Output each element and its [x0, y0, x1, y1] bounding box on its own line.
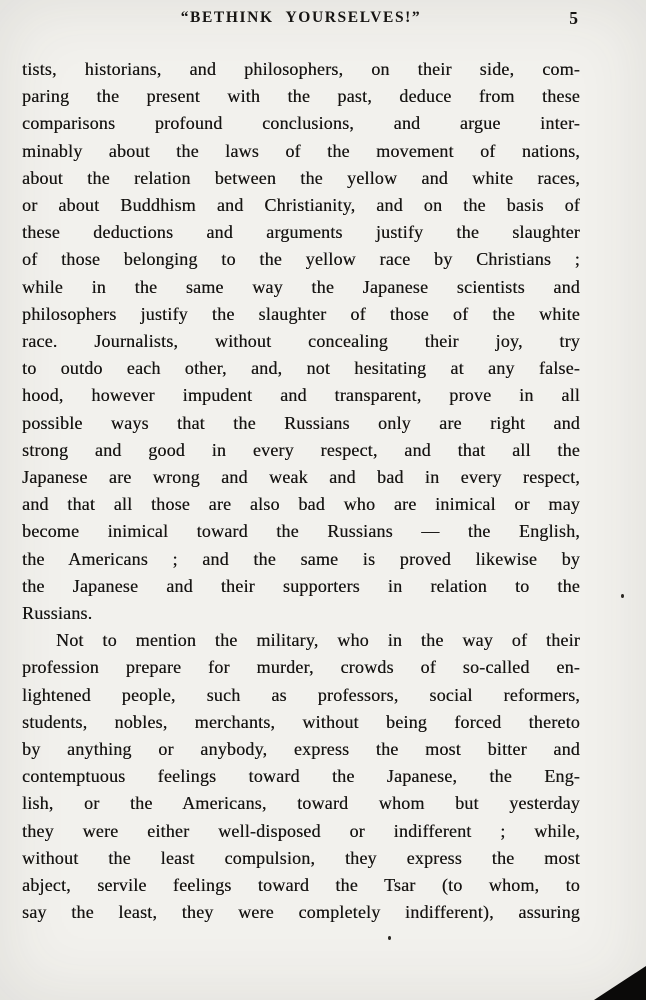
text-line: abject, servile feelings toward the Tsar (to whom, to [22, 875, 580, 896]
text-line: or about Buddhism and Christianity, and on the basis of [22, 195, 580, 216]
text-line: without the least compulsion, they express the most [22, 847, 580, 868]
text-line: Russians. [22, 603, 93, 624]
ink-speck-right-margin [621, 594, 624, 598]
running-title: “BETHINK YOURSELVES!” [180, 9, 422, 26]
text-line: lightened people, such as professors, social reformers, [22, 684, 580, 705]
text-line: these deductions and arguments justify the slaughter [22, 222, 580, 243]
ink-speck-bottom [388, 936, 391, 940]
text-line: comparisons profound conclusions, and argue inter- [22, 113, 580, 134]
text-line: say the least, they were completely indifferent), assuring [22, 902, 580, 923]
page-number: 5 [569, 8, 578, 28]
text-line: profession prepare for murder, crowds of so-called en- [22, 657, 580, 678]
text-line: the Japanese and their supporters in relation to the [22, 575, 580, 596]
text-line: philosophers justify the slaughter of those of the white [22, 303, 580, 324]
text-block [22, 56, 580, 927]
text-line: tists, historians, and philosophers, on their side, com- [22, 59, 580, 79]
text-line: students, nobles, merchants, without being forced thereto [22, 711, 580, 732]
text-line: and that all those are also bad who are inimical or may [22, 494, 580, 515]
text-line: become inimical toward the Russians — the English, [22, 521, 580, 542]
text-line: while in the same way the Japanese scientists and [22, 276, 580, 297]
text-line: hood, however impudent and transparent, prove in all [22, 385, 580, 406]
text-line: lish, or the Americans, toward whom but yesterday [22, 793, 580, 814]
text-line: paring the present with the past, deduce from these [22, 86, 580, 107]
text-line: about the relation between the yellow and white races, [22, 167, 580, 188]
text-line: contemptuous feelings toward the Japanese, the Eng- [22, 766, 580, 787]
text-line: possible ways that the Russians only are right and [22, 412, 580, 433]
text-line: minably about the laws of the movement of nations, [22, 140, 580, 161]
text-line: of those belonging to the yellow race by Christians ; [22, 249, 580, 270]
page-header [22, 9, 580, 35]
text-line: Japanese are wrong and weak and bad in every respect, [22, 467, 580, 488]
text-line: to outdo each other, and, not hesitating at any false- [22, 358, 580, 379]
text-line: by anything or anybody, express the most bitter and [22, 739, 580, 760]
paragraph [22, 56, 580, 627]
text-line: Not to mention the military, who in the way of their [56, 630, 580, 651]
text-line: strong and good in every respect, and that all the [22, 439, 580, 460]
scan-artifact-corner [594, 966, 646, 1000]
text-line: the Americans ; and the same is proved likewise by [22, 548, 580, 569]
text-line: they were either well-disposed or indifferent ; while, [22, 820, 580, 841]
paragraph [22, 627, 580, 926]
text-line: race. Journalists, without concealing their joy, try [22, 331, 580, 352]
